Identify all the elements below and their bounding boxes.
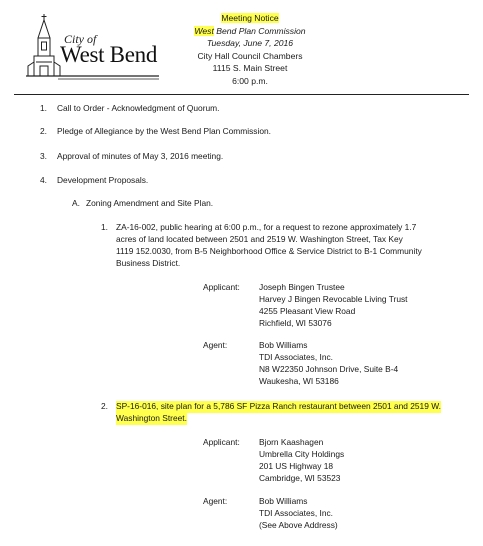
- proposal-2-line-2: Washington Street.: [116, 413, 187, 423]
- sub-item-a-text: Zoning Amendment and Site Plan.: [86, 198, 214, 208]
- proposal-1-line-2: acres of land located between 2501 and 2519 W. Washington Street, Tax Key: [116, 234, 403, 244]
- proposal-2-agent-line: Bob Williams: [259, 496, 308, 506]
- proposal-2-applicant-label: Applicant:: [203, 437, 240, 447]
- proposal-2-applicant-line: Bjorn Kaashagen: [259, 437, 324, 447]
- proposal-1-agent-line: Bob Williams: [259, 340, 308, 350]
- proposal-2-applicant-line: Umbrella City Holdings: [259, 449, 345, 459]
- meeting-time: 6:00 p.m.: [232, 75, 268, 86]
- item-3-text: Approval of minutes of May 3, 2016 meeting.: [57, 151, 224, 161]
- proposal-1-line-4: Business District.: [116, 258, 181, 268]
- proposal-1-applicant-line: 4255 Pleasant View Road: [259, 306, 356, 316]
- item-3-number: 3.: [40, 151, 47, 161]
- meeting-notice-title: Meeting Notice: [221, 13, 279, 23]
- proposal-1-line-1: ZA-16-002, public hearing at 6:00 p.m., for a request to rezone approximately 1.7: [116, 222, 417, 232]
- proposal-1-applicant-label: Applicant:: [203, 282, 240, 292]
- city-logo: [24, 12, 164, 84]
- item-1-text: Call to Order - Acknowledgment of Quorum.: [57, 103, 220, 113]
- header-divider: [14, 94, 469, 95]
- logo-city-text: City of: [64, 32, 97, 46]
- proposal-1-number: 1.: [101, 222, 108, 232]
- proposal-2-number: 2.: [101, 401, 108, 411]
- meeting-venue: City Hall Council Chambers: [197, 50, 303, 61]
- proposal-2-agent-line: (See Above Address): [259, 520, 338, 530]
- item-2-text: Pledge of Allegiance by the West Bend Plan Commission.: [57, 126, 271, 136]
- proposal-1-line-3: 1119 152.0030, from B-5 Neighborhood Office & Service District to B-1 Community: [116, 246, 422, 256]
- proposal-1-applicant-line: Richfield, WI 53076: [259, 318, 332, 328]
- proposal-2-applicant-line: 201 US Highway 18: [259, 461, 334, 471]
- meeting-address: 1115 S. Main Street: [212, 63, 288, 74]
- proposal-1-agent-line: Waukesha, WI 53186: [259, 376, 339, 386]
- meeting-date: Tuesday, June 7, 2016: [206, 38, 294, 49]
- logo-name-text: West Bend: [60, 42, 158, 67]
- proposal-1-agent-label: Agent:: [203, 340, 228, 350]
- proposal-2-agent-line: TDI Associates, Inc.: [259, 508, 334, 518]
- proposal-1-agent-line: N8 W22350 Johnson Drive, Suite B-4: [259, 364, 399, 374]
- item-4-text: Development Proposals.: [57, 175, 149, 185]
- item-2-number: 2.: [40, 126, 47, 136]
- proposal-1-applicant-line: Joseph Bingen Trustee: [259, 282, 345, 292]
- meeting-header: [160, 12, 340, 88]
- item-1-number: 1.: [40, 103, 47, 113]
- commission-name: West Bend Plan Commission: [194, 25, 306, 36]
- item-4-number: 4.: [40, 175, 47, 185]
- proposal-1-applicant-line: Harvey J Bingen Revocable Living Trust: [259, 294, 408, 304]
- proposal-2-applicant-line: Cambridge, WI 53523: [259, 473, 341, 483]
- proposal-2-agent-label: Agent:: [203, 496, 228, 506]
- proposal-2-line-1: SP-16-016, site plan for a 5,786 SF Pizza Ranch restaurant between 2501 and 2519 W.: [116, 401, 441, 411]
- sub-item-a-letter: A.: [72, 198, 80, 208]
- proposal-1-agent-line: TDI Associates, Inc.: [259, 352, 334, 362]
